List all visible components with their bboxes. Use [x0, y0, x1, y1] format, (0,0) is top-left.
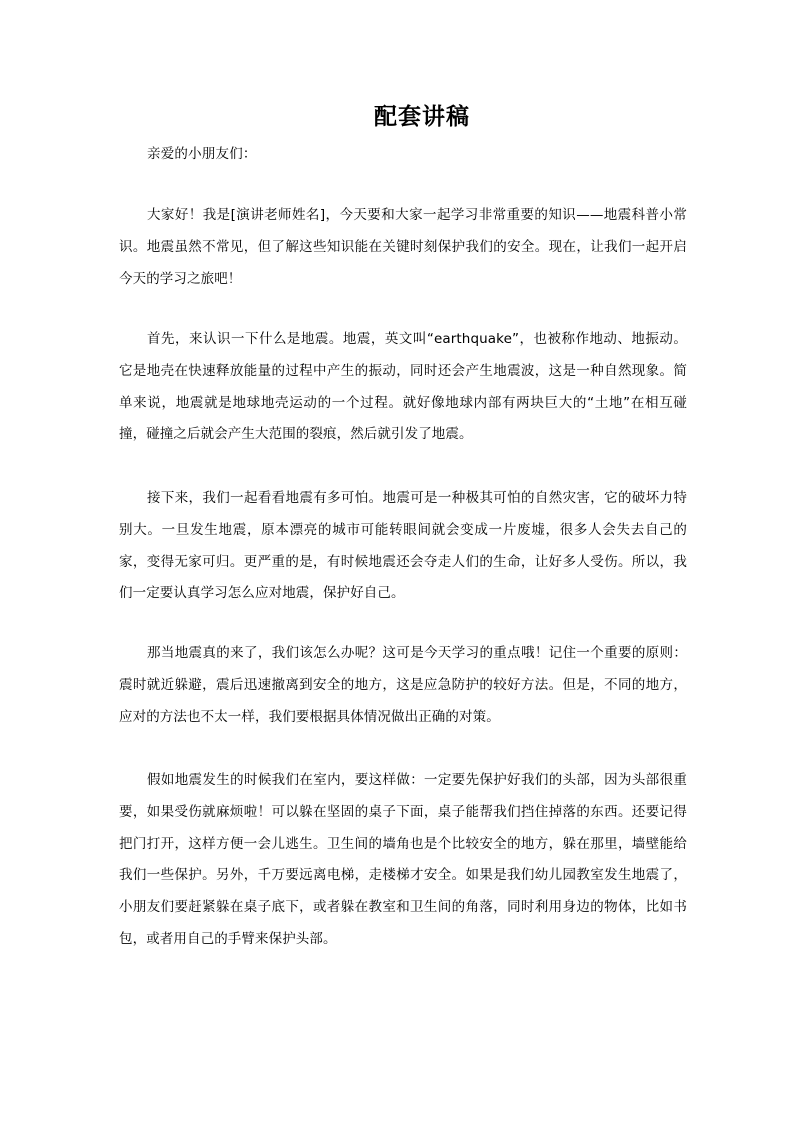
document-title: 配套讲稿 — [374, 103, 470, 130]
paragraph-what-is-earthquake: 首先，来认识一下什么是地震。地震，英文叫“earthquake”，也被称作地动、地振动。它是地壳在快速释放能量的过程中产生的振动，同时还会产生地震波，这是一种自然现象。简单来说，地震就是地球地壳运动的一个过程。就好像地球内部有两块巨大的“土地”在相互碰撞，碰撞之后就会产生大范围的裂痕，然后就引发了地震。 — [119, 331, 687, 443]
paragraph-indoor-actions: 假如地震发生的时候我们在室内，要这样做：一定要先保护好我们的头部，因为头部很重要，如果受伤就麻烦啦！可以躲在坚固的桌子下面，桌子能帮我们挡住掉落的东西。还要记得把门打开，这样方便一会儿逃生。卫生间的墙角也是个比较安全的地方，躲在那里，墙壁能给我们一些保护。另外，千万要远离电梯，走楼梯才安全。如果是我们幼儿园教室发生地震了，小朋友们要赶紧躲在桌子底下，或者躲在教室和卫生间的角落，同时利用身边的物体，比如书包，或者用自己的手臂来保护头部。 — [119, 772, 687, 947]
salutation: 亲爱的小朋友们： — [147, 146, 257, 162]
paragraph-response-principle: 那当地震真的来了，我们该怎么办呢？这可是今天学习的重点哦！记住一个重要的原则：震时就近躲避，震后迅速撤离到安全的地方，这是应急防护的较好方法。但是，不同的地方，应对的方法也不太一样，我们要根据具体情况做出正确的对策。 — [119, 645, 687, 725]
paragraph-introduction: 大家好！我是[演讲老师姓名]，今天要和大家一起学习非常重要的知识——地震科普小常识。地震虽然不常见，但了解这些知识能在关键时刻保护我们的安全。现在，让我们一起开启今天的学习之旅吧！ — [119, 207, 687, 287]
paragraph-earthquake-dangers: 接下来，我们一起看看地震有多可怕。地震可是一种极其可怕的自然灾害，它的破坏力特别大。一旦发生地震，原本漂亮的城市可能转眼间就会变成一片废墟，很多人会失去自己的家，变得无家可归。更严重的是，有时候地震还会夺走人们的生命，让好多人受伤。所以，我们一定要认真学习怎么应对地震，保护好自己。 — [119, 490, 687, 602]
